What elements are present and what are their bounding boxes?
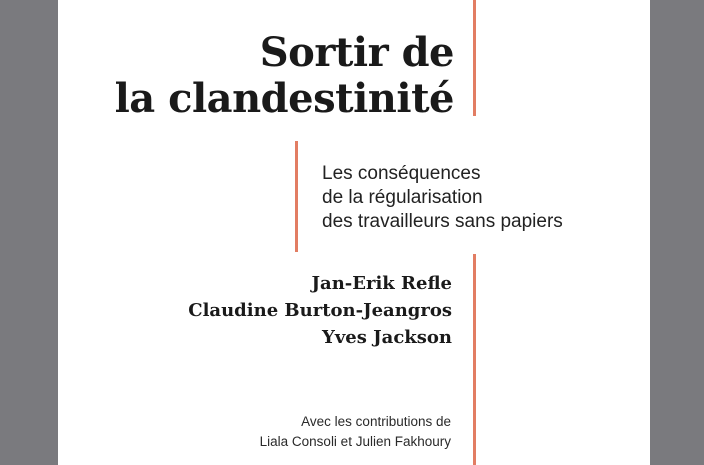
book-cover [58, 0, 650, 465]
book-subtitle-line-2: de la régularisation [322, 187, 483, 208]
book-subtitle [322, 162, 563, 234]
author-name: Claudine Burton-Jeangros [188, 300, 452, 321]
book-title-line-1: Sortir de [259, 29, 454, 76]
book-subtitle-line-1: Les conséquences [322, 163, 481, 184]
book-title-line-2: la clandestinité [114, 75, 454, 122]
accent-rule-middle [295, 141, 298, 252]
accent-rule-bottom [473, 254, 476, 465]
accent-rule-top [473, 0, 476, 116]
contributors-note-line-2: Liala Consoli et Julien Fakhoury [259, 434, 451, 449]
author-list [188, 270, 452, 351]
author-name: Yves Jackson [322, 327, 452, 348]
contributors-note [260, 412, 451, 452]
book-title [115, 30, 454, 122]
book-subtitle-line-3: des travailleurs sans papiers [322, 211, 563, 232]
contributors-note-line-1: Avec les contributions de [301, 414, 451, 429]
author-name: Jan-Erik Refle [311, 273, 452, 294]
